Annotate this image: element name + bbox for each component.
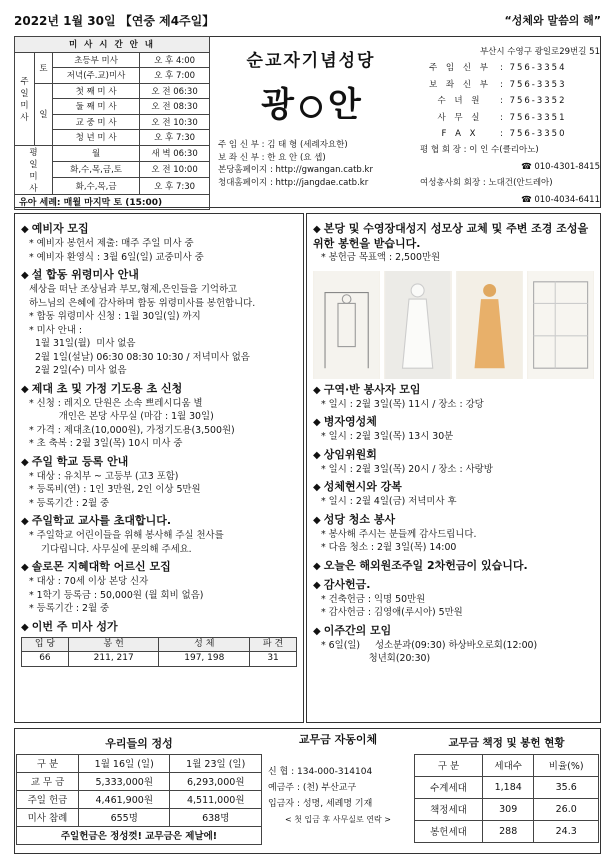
cross-emblem-icon — [300, 96, 322, 118]
survey-table — [414, 732, 599, 843]
church-logo — [212, 46, 410, 126]
diamond-bullet-icon: ◆ — [21, 516, 29, 527]
offering-cell: 638명 — [170, 808, 262, 826]
survey-title: 교무금 책정 및 봉헌 현황 — [448, 737, 565, 750]
notice-title-text: 주일 학교 등록 안내 — [31, 454, 129, 468]
survey-cell: 288 — [482, 820, 533, 842]
transfer-line: 입금자 : 성명, 세례명 기재 — [268, 799, 373, 809]
mass-time: 오 전 06:30 — [140, 83, 210, 99]
notice-item: * 가격 : 제대초(10,000원), 가정기도용(3,500원) — [29, 424, 235, 436]
notice-title — [21, 268, 297, 283]
offering-header: 구 분 — [17, 754, 79, 772]
mass-time: 새 벽 06:30 — [140, 145, 210, 161]
mass-time: 오 후 7:30 — [140, 178, 210, 194]
notice-title-text: 상임위원회 — [323, 447, 377, 461]
survey-cell: 24.3 — [534, 820, 599, 842]
mass-time: 오 전 10:30 — [140, 114, 210, 130]
notice-title — [313, 222, 594, 251]
contact-phone: : 756-3354 — [500, 63, 567, 74]
notice-item: * 예비자 봉헌서 제출: 매주 주일 미사 중 — [29, 238, 194, 249]
hymn-number: 211, 217 — [68, 652, 159, 667]
offering-footer: 주일헌금은 정성껏! 교무금은 제날에! — [17, 826, 262, 844]
notice-title — [21, 455, 297, 470]
mass-name: 초등부 미사 — [53, 52, 140, 68]
notice-item: 2월 2일(수) 미사 없음 — [29, 365, 127, 376]
notice-item: * 주일학교 어린이들을 위해 봉사해 주실 천사를 — [29, 530, 224, 541]
council-phone: ☎ 010-4301-8415 — [521, 161, 600, 172]
notice-title-text: 병자영성체 — [323, 415, 377, 428]
mass-name: 둘 째 미 사 — [53, 99, 140, 115]
diamond-bullet-icon: ◆ — [21, 621, 29, 633]
hymn-number: 197, 198 — [159, 652, 250, 667]
statue-images — [313, 271, 594, 379]
notice-title — [21, 382, 297, 397]
church-address: 부산시 수영구 광일로29번길 51 — [479, 47, 600, 57]
left-notices — [14, 213, 304, 723]
notice-item: 세상을 떠난 조상님과 부모,형제,은인들을 기억하고 — [29, 284, 238, 295]
contact-row — [420, 60, 600, 76]
right-notices — [306, 213, 601, 723]
offering-cell: 4,511,000원 — [170, 790, 262, 808]
notice-title — [313, 480, 594, 495]
transfer-line: 예금주 : (천) 부산교구 — [268, 783, 357, 793]
survey-header: 비율(%) — [534, 754, 599, 776]
hymn-table — [21, 637, 297, 667]
offering-cell: 교 무 금 — [17, 772, 79, 790]
notice-item: * 등록기간 : 2월 중 — [29, 497, 110, 509]
hymn-number: 31 — [250, 652, 297, 667]
diamond-bullet-icon: ◆ — [21, 456, 29, 468]
notice-title-text: 제대 초 및 가정 기도용 초 신청 — [31, 381, 183, 395]
mass-name: 첫 째 미 사 — [53, 83, 140, 99]
offering-cell: 5,333,000원 — [78, 772, 170, 790]
saturday-label: 토 — [35, 52, 53, 83]
garden-plan-image — [527, 271, 594, 379]
women-phone: ☎ 010-4034-6411 — [521, 194, 600, 205]
notice-item: * 등록기간 : 2월 중 — [29, 603, 110, 614]
notice-title-text: 성체현시와 강복 — [323, 480, 402, 493]
notice-title-text: 성당 청소 봉사 — [323, 512, 396, 526]
notice-item: 개인은 본당 사무실 (마감 : 1월 30일) — [29, 411, 214, 422]
notice-title-text: 설 합동 위령미사 안내 — [31, 268, 139, 281]
diamond-bullet-icon: ◆ — [21, 270, 29, 281]
notice-title-text: 감사헌금. — [323, 577, 371, 591]
notice-title — [21, 222, 297, 237]
hymn-header: 입 당 — [22, 637, 69, 652]
church-big-title: 광 안 — [261, 85, 361, 125]
weekday-mass-label: 평 일 미 사 — [15, 145, 53, 194]
clergy-line: 본당홈페이지 : http://gwangan.catb.kr — [218, 165, 373, 175]
notice-item: * 합동 위령미사 신청 : 1월 30일(일) 까지 — [29, 311, 201, 322]
auto-transfer-info — [268, 732, 408, 828]
notice-item: * 1학기 등록금 : 50,000원 (월 회비 없음) — [29, 589, 204, 601]
notice-title — [313, 578, 594, 593]
offering-cell: 6,293,000원 — [170, 772, 262, 790]
hymn-header: 봉 헌 — [68, 637, 159, 652]
survey-cell: 수계세대 — [415, 776, 483, 798]
offering-table — [16, 732, 262, 845]
contact-label: 수 녀 원 — [437, 96, 483, 107]
notice-title — [21, 560, 297, 575]
mass-schedule-table — [14, 36, 210, 210]
notice-item: 2월 1일(설날) 06:30 08:30 10:30 / 저녁미사 없음 — [29, 351, 250, 363]
notice-item: * 대상 : 유치부 ~ 고등부 (고3 포함) — [29, 470, 179, 482]
notice-title — [313, 559, 594, 574]
hymn-header: 파 견 — [250, 637, 297, 652]
notice-title-text: 주일학교 교사를 초대합니다. — [31, 514, 172, 527]
notice-item: * 신청 : 레지오 단원은 소속 쁘레시디움 별 — [29, 397, 203, 409]
hymn-header: 성 체 — [159, 637, 250, 652]
notice-title — [313, 383, 594, 398]
council-president: 평 협 회 장 : 이 인 수(클리아노) — [420, 145, 539, 156]
notice-item: 하느님의 은혜에 감사하며 합동 위령미사를 봉헌합니다. — [29, 297, 256, 309]
offering-cell: 655명 — [78, 808, 170, 826]
notice-item: 1월 31일(월) 미사 없음 — [29, 338, 136, 349]
bulletin-motto: “성체와 말씀의 해” — [504, 14, 601, 27]
notice-title — [21, 514, 297, 529]
notice-title — [21, 620, 297, 635]
notice-item: * 감사헌금 : 김영애(루시아) 5만원 — [321, 607, 463, 618]
diamond-bullet-icon: ◆ — [313, 560, 321, 572]
offering-header: 1월 16일 (일) — [78, 754, 170, 772]
sunday-mass-label: 주 일 미 사 — [15, 52, 35, 145]
transfer-line: 신 협 : 134-000-314104 — [268, 767, 373, 777]
notice-item: * 초 축복 : 2월 3일(목) 10시 미사 중 — [29, 438, 183, 449]
diamond-bullet-icon: ◆ — [21, 224, 29, 235]
survey-header: 세대수 — [482, 754, 533, 776]
clergy-line: 주 임 신 부 : 김 태 형 (세례자요한) — [218, 140, 348, 150]
notice-title-text: 솔로몬 지혜대학 어르신 모집 — [31, 560, 171, 573]
contact-info — [420, 44, 600, 208]
mass-time: 오 전 08:30 — [140, 99, 210, 115]
notice-title — [313, 415, 594, 430]
notice-item: * 대상 : 70세 이상 본당 신자 — [29, 576, 149, 587]
notice-item: * 등록비(연) : 1인 3만원, 2인 이상 5만원 — [29, 484, 201, 495]
notice-item: * 봉헌금 목표액 : 2,500만원 — [321, 252, 441, 263]
survey-cell: 35.6 — [534, 776, 599, 798]
diamond-bullet-icon: ◆ — [313, 514, 321, 526]
offering-cell: 4,461,900원 — [78, 790, 170, 808]
notice-title-text: 이주간의 모임 — [323, 623, 392, 637]
diamond-bullet-icon: ◆ — [313, 449, 321, 461]
diamond-bullet-icon: ◆ — [21, 383, 29, 395]
clergy-line: 청대홈페이지 : http://jangdae.catb.kr — [218, 177, 369, 188]
survey-cell: 책정세대 — [415, 798, 483, 820]
notice-title — [313, 448, 594, 463]
infant-baptism-note: 유아 세례: 매월 마지막 토 (15:00) — [15, 194, 210, 210]
mass-name: 화,수,목,금 — [53, 178, 140, 194]
notice-title-text: 예비자 모집 — [31, 222, 89, 235]
contact-label: 주 임 신 부 — [429, 63, 491, 74]
mass-title: 미 사 시 간 안 내 — [15, 37, 210, 53]
diamond-bullet-icon: ◆ — [313, 482, 321, 493]
contact-row — [420, 77, 600, 93]
survey-cell: 309 — [482, 798, 533, 820]
survey-cell: 26.0 — [534, 798, 599, 820]
survey-cell: 봉헌세대 — [415, 820, 483, 842]
diamond-bullet-icon: ◆ — [313, 579, 321, 591]
bulletin-date: 2022년 1월 30일 【연중 제4주일】 — [14, 13, 215, 28]
diamond-bullet-icon: ◆ — [313, 625, 321, 637]
notice-title-text: 구역·반 봉사자 모임 — [323, 382, 421, 396]
sunday-label: 일 — [35, 83, 53, 145]
notice-title — [313, 513, 594, 528]
contact-phone: : 756-3351 — [500, 112, 567, 123]
mass-time: 오 후 7:30 — [140, 130, 210, 146]
contact-phone: : 756-3352 — [500, 96, 567, 107]
mass-name: 화,수,목,금,토 — [53, 161, 140, 177]
notice-item: * 일시 : 2월 3일(목) 20시 / 장소 : 사랑방 — [321, 463, 493, 475]
notice-item: * 일시 : 2월 3일(목) 13시 30분 — [321, 431, 454, 442]
diamond-bullet-icon: ◆ — [313, 384, 321, 396]
contact-label: 사 무 실 — [437, 112, 483, 123]
notice-item: 기다립니다. 사무실에 문의해 주세요. — [29, 543, 192, 555]
diamond-bullet-icon: ◆ — [313, 224, 321, 235]
survey-header: 구 분 — [415, 754, 483, 776]
notice-item: * 예비자 환영식 : 3월 6일(일) 교중미사 중 — [29, 251, 204, 263]
notice-item: * 일시 : 2월 4일(금) 저녁미사 후 — [321, 496, 457, 507]
contact-row — [420, 110, 600, 126]
notice-title-text: 이번 주 미사 성가 — [31, 619, 118, 633]
offering-header: 1월 23일 (일) — [170, 754, 262, 772]
mass-name: 교 중 미 사 — [53, 114, 140, 130]
contact-row — [420, 93, 600, 109]
notice-item: * 다음 청소 : 2월 3일(목) 14:00 — [321, 542, 457, 553]
header-bar — [14, 10, 601, 30]
offering-cell: 미사 참례 — [17, 808, 79, 826]
offering-title: 우리들의 정성 — [105, 736, 173, 750]
diamond-bullet-icon: ◆ — [313, 417, 321, 428]
contact-row — [420, 126, 600, 142]
notice-item: * 일시 : 2월 3일(목) 11시 / 장소 : 강당 — [321, 398, 484, 410]
diamond-bullet-icon: ◆ — [21, 562, 29, 573]
mass-name: 월 — [53, 145, 140, 161]
survey-cell: 1,184 — [482, 776, 533, 798]
contact-label: F A X — [441, 129, 479, 140]
mass-time: 오 전 10:00 — [140, 161, 210, 177]
hymn-number: 66 — [22, 652, 69, 667]
gold-statue-image — [456, 271, 523, 379]
notice-item: * 건축헌금 : 익명 50만원 — [321, 593, 426, 605]
notice-item: 청년회(20:30) — [321, 653, 431, 664]
site-plan-image — [313, 271, 380, 379]
marble-statue-image — [384, 271, 451, 379]
transfer-title: 교무금 자동이체 — [298, 733, 378, 746]
mass-name: 청 년 미 사 — [53, 130, 140, 146]
notice-title-text: 오늘은 해외원조주일 2차헌금이 있습니다. — [323, 558, 528, 572]
clergy-line: 보 좌 신 부 : 한 요 안 (요 셉) — [218, 152, 326, 163]
offering-cell: 주일 헌금 — [17, 790, 79, 808]
transfer-line: < 첫 입금 후 사무실로 연락 > — [285, 815, 391, 824]
contact-phone: : 756-3350 — [500, 129, 567, 140]
mass-name: 저녁(주.교)미사 — [53, 68, 140, 84]
mass-time: 오 후 4:00 — [140, 52, 210, 68]
church-name: 순교자기념성당 — [246, 51, 376, 71]
contact-phone: : 756-3353 — [500, 79, 567, 90]
notice-item: * 6일(일) 성소분과(09:30) 하상바오로회(12:00) — [321, 639, 538, 651]
mass-time: 오 후 7:00 — [140, 68, 210, 84]
notice-title-text: 본당 및 수영장대성지 성모상 교체 및 주변 조경 조성을 위한 봉헌을 받습니다. — [313, 222, 589, 250]
clergy-info — [218, 139, 408, 189]
notice-title — [313, 624, 594, 639]
notice-item: * 봉사해 주시는 분들께 감사드립니다. — [321, 528, 477, 540]
notice-item: * 미사 안내 : — [29, 324, 83, 336]
contact-label: 보 좌 신 부 — [429, 79, 491, 90]
women-president: 여성총사회 회장 : 노대건(안드레아) — [420, 178, 553, 189]
